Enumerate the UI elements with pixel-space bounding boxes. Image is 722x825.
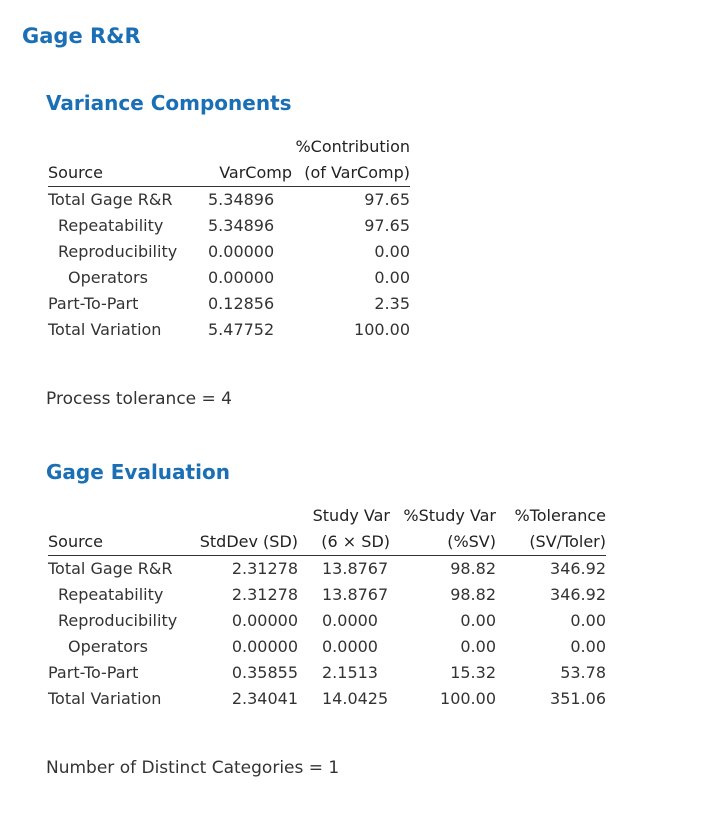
- source-header: Source: [48, 529, 192, 556]
- table-header-row-2: [48, 529, 606, 556]
- pct-tolerance-cell: 346.92: [550, 559, 606, 578]
- table-row: [48, 213, 410, 239]
- variance-components-heading: Variance Components: [46, 91, 292, 115]
- table-row: [48, 608, 606, 634]
- varcomp-cell: 0.00000: [208, 268, 275, 287]
- source-cell: Part-To-Part: [48, 663, 139, 682]
- study-var-cell: 13.8767: [322, 559, 389, 578]
- pct-study-var-cell: 100.00: [440, 689, 496, 708]
- table-header-row-2: [48, 160, 410, 187]
- study-var-cell: 0.0000: [322, 611, 378, 630]
- table-row: [48, 187, 410, 214]
- contribution-cell: 100.00: [354, 320, 410, 339]
- source-cell: Total Gage R&R: [48, 190, 173, 209]
- pct-study-var-cell: 15.32: [450, 663, 496, 682]
- study-var-cell: 14.0425: [322, 689, 389, 708]
- process-tolerance-text: Process tolerance = 4: [46, 389, 232, 409]
- pct-study-var-cell: 98.82: [450, 585, 496, 604]
- varcomp-cell: 5.34896: [208, 190, 275, 209]
- source-cell: Repeatability: [58, 216, 164, 235]
- pct-tolerance-header-line2: (SV/Toler): [496, 529, 606, 556]
- varcomp-cell: 0.12856: [208, 294, 275, 313]
- varcomp-header: VarComp: [194, 160, 292, 187]
- table-row: [48, 239, 410, 265]
- table-row: [48, 291, 410, 317]
- pct-tolerance-cell: 0.00: [570, 611, 606, 630]
- source-cell: Operators: [68, 268, 148, 287]
- table-row: [48, 660, 606, 686]
- source-cell: Reproducibility: [58, 242, 178, 261]
- study-var-header-line2: (6 × SD): [298, 529, 390, 556]
- pct-tolerance-cell: 346.92: [550, 585, 606, 604]
- contribution-header-line1: %Contribution: [295, 137, 410, 156]
- source-cell: Part-To-Part: [48, 294, 139, 313]
- study-var-cell: 2.1513: [322, 663, 378, 682]
- table-row: [48, 317, 410, 343]
- contribution-cell: 0.00: [374, 268, 410, 287]
- pct-study-var-header-line1: %Study Var: [403, 506, 496, 525]
- pct-tolerance-header-line1: %Tolerance: [514, 506, 606, 525]
- stddev-cell: 2.31278: [231, 559, 298, 578]
- varcomp-cell: 0.00000: [208, 242, 275, 261]
- stddev-header: StdDev (SD): [192, 529, 298, 556]
- stddev-cell: 0.35855: [231, 663, 298, 682]
- table-row: [48, 686, 606, 712]
- table-header-row-1: [48, 134, 410, 160]
- page-title: Gage R&R: [22, 24, 141, 48]
- gage-evaluation-table: [48, 503, 606, 712]
- varcomp-cell: 5.47752: [208, 320, 275, 339]
- source-cell: Total Variation: [48, 320, 162, 339]
- pct-study-var-cell: 0.00: [460, 637, 496, 656]
- source-cell: Reproducibility: [58, 611, 178, 630]
- contribution-cell: 2.35: [374, 294, 410, 313]
- pct-tolerance-cell: 0.00: [570, 637, 606, 656]
- source-cell: Total Variation: [48, 689, 162, 708]
- source-header: Source: [48, 160, 194, 187]
- table-row: [48, 634, 606, 660]
- variance-components-table: [48, 134, 410, 343]
- table-row: [48, 265, 410, 291]
- varcomp-cell: 5.34896: [208, 216, 275, 235]
- source-cell: Operators: [68, 637, 148, 656]
- gage-evaluation-heading: Gage Evaluation: [46, 460, 230, 484]
- pct-study-var-cell: 98.82: [450, 559, 496, 578]
- study-var-cell: 13.8767: [322, 585, 389, 604]
- source-cell: Repeatability: [58, 585, 164, 604]
- stddev-cell: 2.34041: [231, 689, 298, 708]
- stddev-cell: 2.31278: [231, 585, 298, 604]
- source-cell: Total Gage R&R: [48, 559, 173, 578]
- table-row: [48, 556, 606, 583]
- stddev-cell: 0.00000: [231, 611, 298, 630]
- study-var-header-line1: Study Var: [312, 506, 390, 525]
- distinct-categories-text: Number of Distinct Categories = 1: [46, 758, 340, 778]
- stddev-cell: 0.00000: [231, 637, 298, 656]
- contribution-header-line2: (of VarComp): [292, 160, 410, 187]
- pct-tolerance-cell: 53.78: [560, 663, 606, 682]
- pct-tolerance-cell: 351.06: [550, 689, 606, 708]
- pct-study-var-cell: 0.00: [460, 611, 496, 630]
- pct-study-var-header-line2: (%SV): [390, 529, 496, 556]
- contribution-cell: 97.65: [364, 190, 410, 209]
- table-row: [48, 582, 606, 608]
- contribution-cell: 97.65: [364, 216, 410, 235]
- contribution-cell: 0.00: [374, 242, 410, 261]
- study-var-cell: 0.0000: [322, 637, 378, 656]
- table-header-row-1: [48, 503, 606, 529]
